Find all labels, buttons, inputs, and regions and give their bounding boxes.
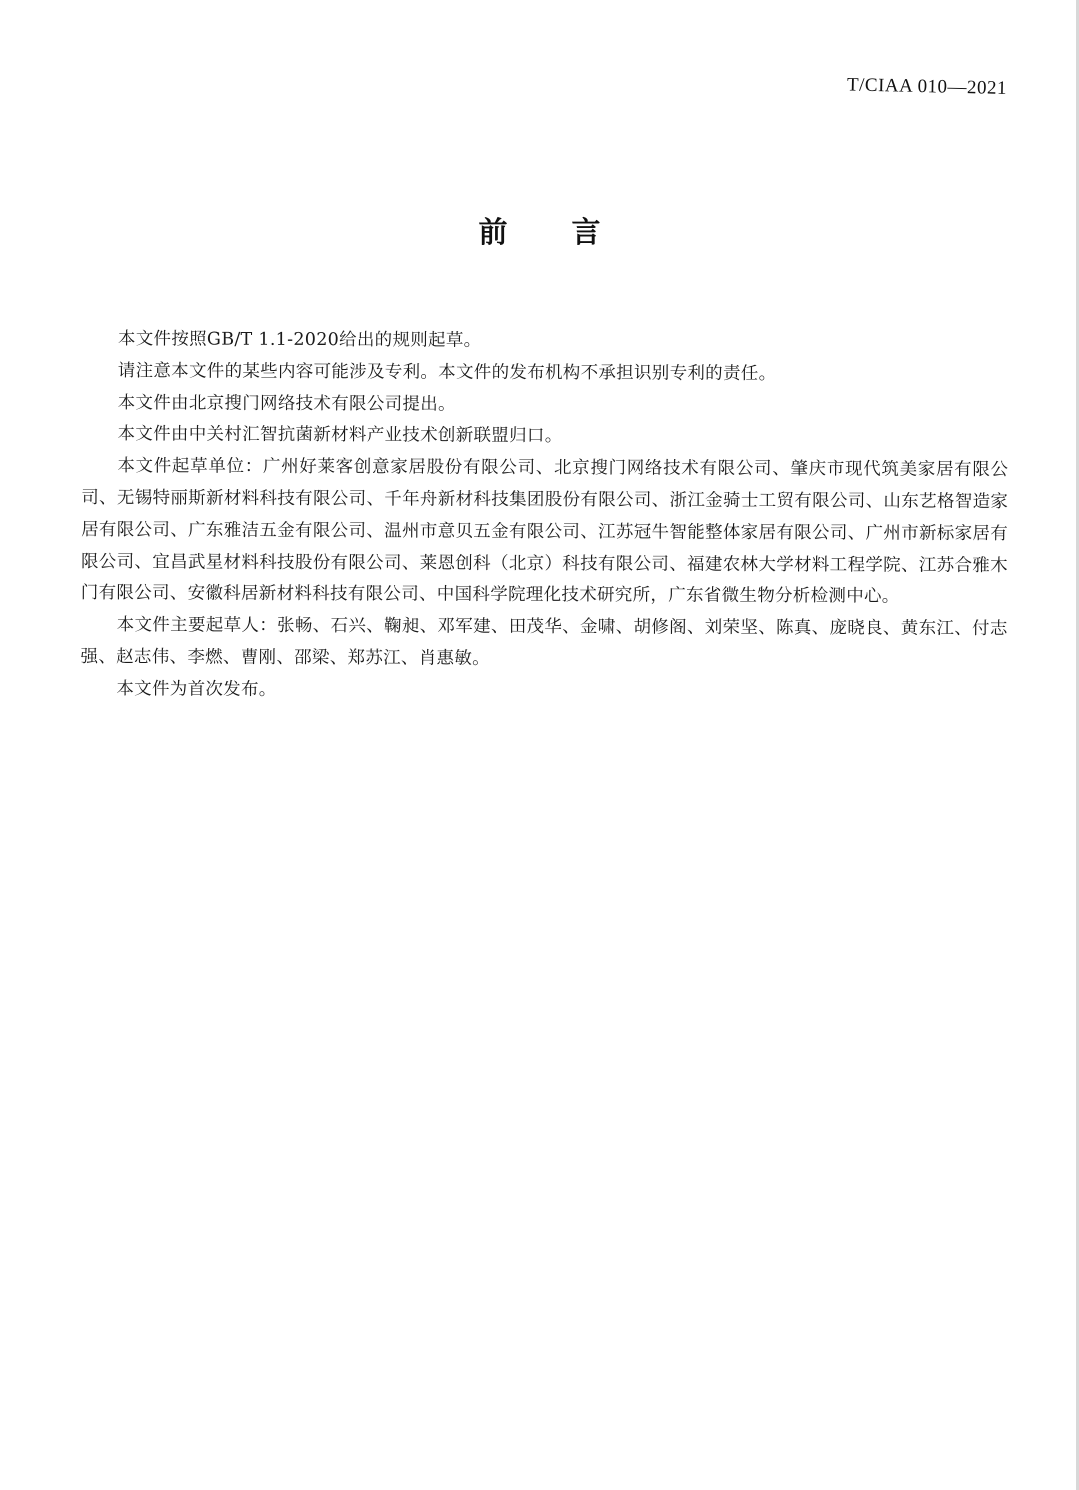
paragraph-patent-notice: 请注意本文件的某些内容可能涉及专利。本文件的发布机构不承担识别专利的责任。 — [117, 360, 777, 384]
paragraph-drafting-rules: 本文件按照GB/T 1.1-2020给出的规则起草。 — [117, 329, 482, 351]
page-title: 前言 — [478, 215, 665, 249]
foreword-body — [80, 324, 1009, 710]
paragraph-administrator: 本文件由中关村汇智抗菌新材料产业技术创新联盟归口。 — [117, 424, 563, 447]
document-code: T/CIAA 010—2021 — [846, 74, 1008, 99]
paragraph-first-release: 本文件为首次发布。 — [116, 678, 277, 700]
paragraph-drafters: 本文件主要起草人：张畅、石兴、鞠昶、邓军建、田茂华、金啸、胡修阁、刘荣坚、陈真、庞晓良、黄东江、付志强、赵志伟、李燃、曹刚、邵梁、郑苏江、肖惠敏。 — [80, 615, 1008, 669]
paragraph-drafting-units: 本文件起草单位：广州好莱客创意家居股份有限公司、北京搜门网络技术有限公司、肇庆市现代筑美家居有限公司、无锡特丽斯新材料科技有限公司、千年舟新材科技集团股份有限公司、浙江金骑士工贸有限公司、山东艺格智造家居有限公司、广东雅洁五金有限公司、温州市意贝五金有限公司、江苏冠牛智能整体家居有限公司、广州市新标家居有限公司、宜昌武星材料科技股份有限公司、莱恩创科（北京）科技有限公司、福建农林大学材料工程学院、江苏合雅木门有限公司、安徽科居新材料科技有限公司、中国科学院理化技术研究所，广东省微生物分析检测中心。 — [80, 456, 1009, 607]
paragraph-proposer: 本文件由北京搜门网络技术有限公司提出。 — [117, 392, 456, 415]
